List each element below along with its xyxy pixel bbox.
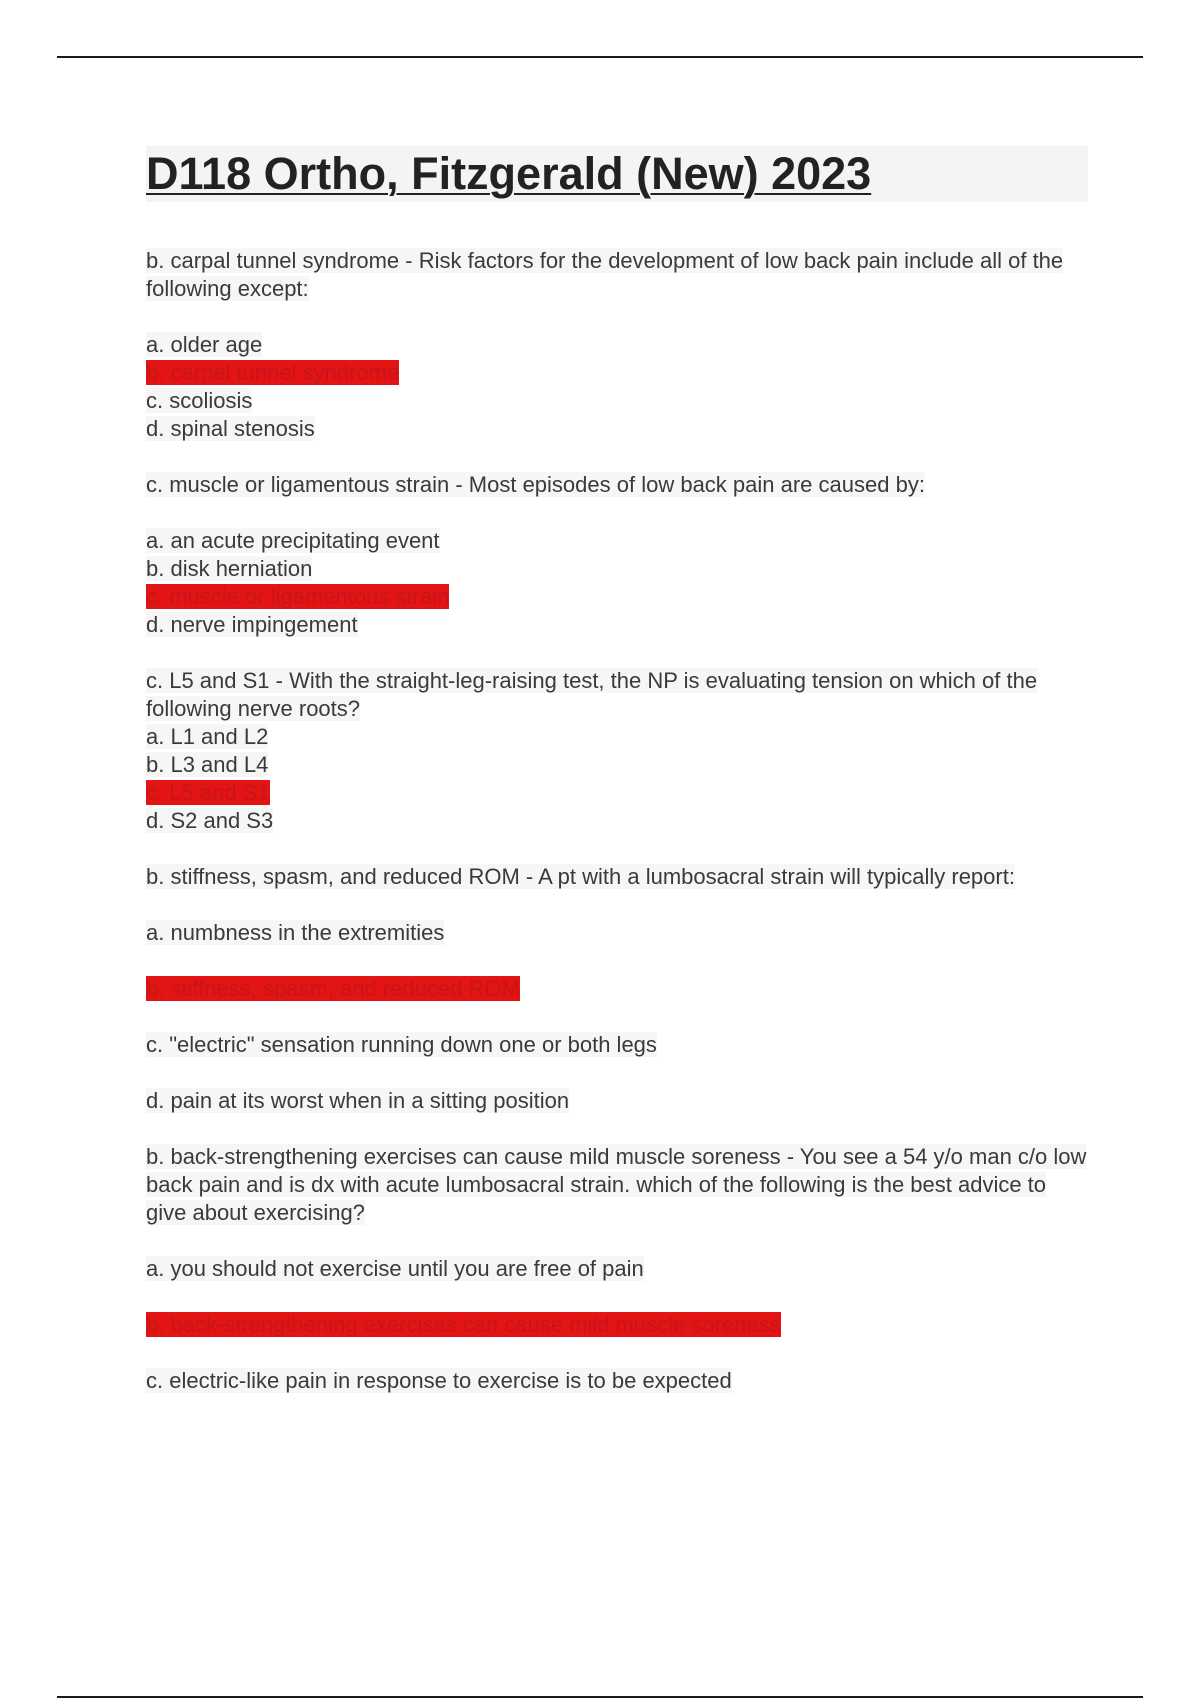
question-4: [146, 863, 1088, 891]
question-prompt: c. L5 and S1 - With the straight-leg-raising test, the NP is evaluating tension on which of the following nerve roots?: [146, 668, 1038, 721]
answer-option: c. "electric" sensation running down one or both legs: [146, 1032, 657, 1057]
answer-option: a. an acute precipitating event: [146, 528, 440, 553]
bottom-rule: [57, 1696, 1143, 1698]
page-title: D118 Ortho, Fitzgerald (New) 2023: [146, 148, 872, 199]
answer-option-highlighted: c. L5 and S1: [146, 780, 270, 805]
answer-option-highlighted: b. back-strengthening exercises can cause mild muscle soreness: [146, 1312, 781, 1337]
answer-option-highlighted: b. stiffness, spasm, and reduced ROM: [146, 976, 520, 1001]
answer-option: a. numbness in the extremities: [146, 920, 445, 945]
answer-option: d. spinal stenosis: [146, 416, 315, 441]
answer-option: d. nerve impingement: [146, 612, 358, 637]
question-prompt: c. muscle or ligamentous strain - Most episodes of low back pain are caused by:: [146, 472, 925, 497]
question-2: [146, 471, 1088, 499]
answer-option: c. scoliosis: [146, 388, 253, 413]
answer-option: d. S2 and S3: [146, 808, 274, 833]
answer-option: a. you should not exercise until you are free of pain: [146, 1256, 644, 1281]
document-body: [146, 247, 1088, 1395]
answer-option-highlighted: b. carpal tunnel syndrome: [146, 360, 400, 385]
answer-option: b. disk herniation: [146, 556, 313, 581]
question-prompt: b. back-strengthening exercises can cause mild muscle soreness - You see a 54 y/o man c/o low back pain and is dx with acute lumbosacral strain. which of the following is the best advice to give about exercising?: [146, 1144, 1087, 1225]
answer-option: a. L1 and L2: [146, 724, 269, 749]
answer-option: a. older age: [146, 332, 263, 357]
answer-option: b. L3 and L4: [146, 752, 269, 777]
top-rule: [57, 56, 1143, 58]
question-prompt: b. stiffness, spasm, and reduced ROM - A pt with a lumbosacral strain will typically report:: [146, 864, 1015, 889]
question-1: [146, 247, 1088, 303]
answer-option: d. pain at its worst when in a sitting position: [146, 1088, 570, 1113]
question-5: [146, 1143, 1088, 1227]
question-3: [146, 667, 1088, 723]
question-prompt: b. carpal tunnel syndrome - Risk factors for the development of low back pain include all of the following except:: [146, 248, 1064, 301]
answer-option-highlighted: c. muscle or ligamentous strain: [146, 584, 450, 609]
answer-option: c. electric-like pain in response to exercise is to be expected: [146, 1368, 732, 1393]
